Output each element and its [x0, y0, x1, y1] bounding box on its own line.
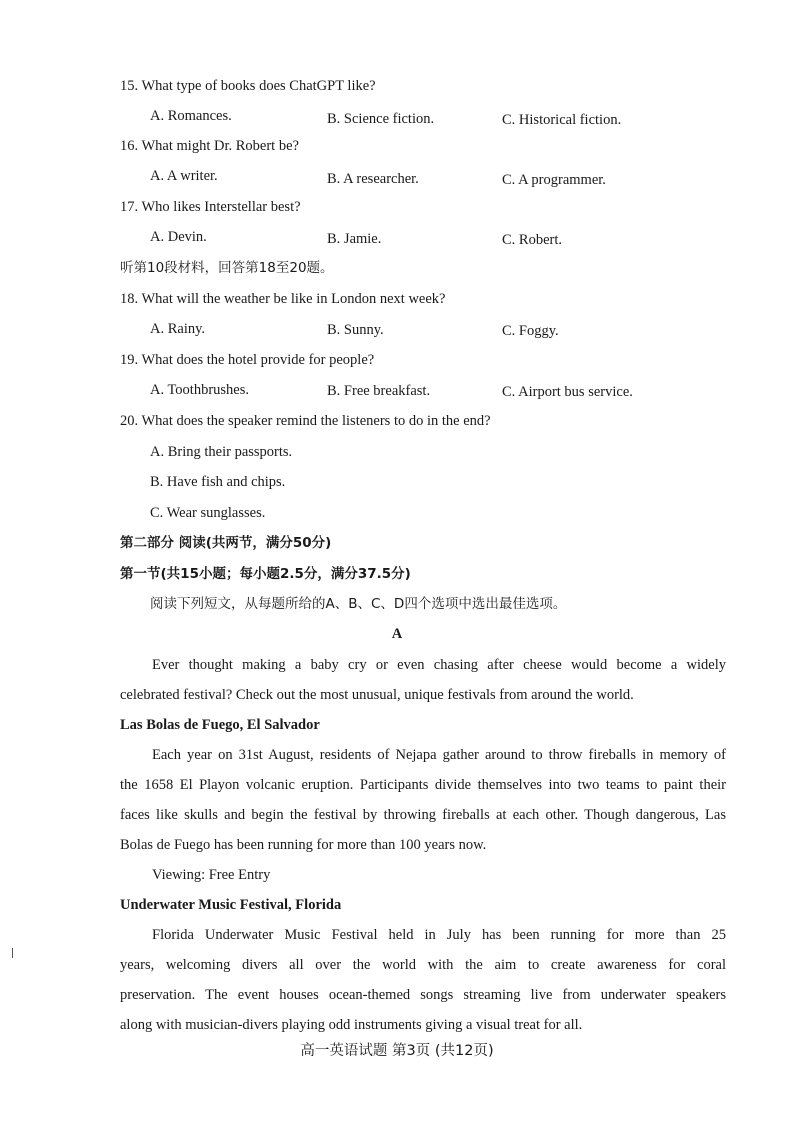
- festival-2-line-2: years, welcoming divers all over the world with the aim to create awareness for coral: [120, 957, 726, 973]
- festival-1-title: Las Bolas de Fuego, El Salvador: [120, 717, 320, 733]
- question-15-option-a: A. Romances.: [150, 108, 232, 124]
- question-20-option-b: B. Have fish and chips.: [150, 474, 286, 490]
- festival-2-line-4: along with musician-divers playing odd instruments giving a visual treat for all.: [120, 1017, 583, 1033]
- section-one-heading: 第一节(共15小题；每小题2.5分，满分37.5分): [120, 566, 411, 582]
- question-15-option-b: B. Science fiction.: [327, 111, 435, 127]
- festival-2-title: Underwater Music Festival, Florida: [120, 897, 342, 913]
- festival-1-line-4: Bolas de Fuego has been running for more than 100 years now.: [120, 837, 487, 853]
- festival-1-viewing: Viewing: Free Entry: [152, 867, 271, 883]
- question-20-option-a: A. Bring their passports.: [150, 444, 293, 460]
- question-16-option-c: C. A programmer.: [502, 172, 606, 188]
- question-17-stem: 17. Who likes Interstellar best?: [120, 199, 301, 215]
- scan-mark: [12, 948, 13, 958]
- question-19-option-b: B. Free breakfast.: [327, 383, 431, 399]
- question-20-stem: 20. What does the speaker remind the listeners to do in the end?: [120, 413, 491, 429]
- intro-line-2: celebrated festival? Check out the most unusual, unique festivals from around the world.: [120, 687, 634, 703]
- question-17-option-a: A. Devin.: [150, 229, 207, 245]
- question-19-option-c: C. Airport bus service.: [502, 384, 633, 400]
- question-18-option-a: A. Rainy.: [150, 321, 206, 337]
- festival-1-line-2: the 1658 El Playon volcanic eruption. Participants divide themselves into two teams to paint their: [120, 777, 726, 793]
- question-18-stem: 18. What will the weather be like in London next week?: [120, 291, 446, 307]
- question-16-stem: 16. What might Dr. Robert be?: [120, 138, 299, 154]
- festival-2-line-3: preservation. The event houses ocean-themed songs streaming live from underwater speakers: [120, 987, 726, 1003]
- question-16-option-a: A. A writer.: [150, 168, 218, 184]
- question-17-option-b: B. Jamie.: [327, 231, 382, 247]
- question-17-option-c: C. Robert.: [502, 232, 563, 248]
- question-15-stem: 15. What type of books does ChatGPT like?: [120, 78, 376, 94]
- reading-instruction: 阅读下列短文，从每题所给的A、B、C、D四个选项中选出最佳选项。: [150, 596, 567, 612]
- part-two-heading: 第二部分 阅读(共两节，满分50分): [120, 535, 332, 551]
- question-18-option-c: C. Foggy.: [502, 323, 559, 339]
- question-15-option-c: C. Historical fiction.: [502, 112, 622, 128]
- festival-1-line-3: faces like skulls and begin the festival by throwing fireballs at each other. Though dangerous, Las: [120, 807, 726, 823]
- question-19-stem: 19. What does the hotel provide for people?: [120, 352, 375, 368]
- page-footer: 高一英语试题 第3页 (共12页): [300, 1043, 494, 1059]
- festival-1-line-1: Each year on 31st August, residents of Nejapa gather around to throw fireballs in memory of: [152, 747, 726, 763]
- festival-2-line-1: Florida Underwater Music Festival held in July has been running for more than 25: [152, 927, 726, 943]
- question-18-option-b: B. Sunny.: [327, 322, 384, 338]
- intro-line-1: Ever thought making a baby cry or even chasing after cheese would become a widely: [152, 657, 726, 673]
- passage-label: A: [391, 626, 403, 642]
- question-20-option-c: C. Wear sunglasses.: [150, 505, 266, 521]
- question-19-option-a: A. Toothbrushes.: [150, 382, 250, 398]
- question-16-option-b: B. A researcher.: [327, 171, 419, 187]
- section-instruction: 听第10段材料，回答第18至20题。: [120, 260, 334, 276]
